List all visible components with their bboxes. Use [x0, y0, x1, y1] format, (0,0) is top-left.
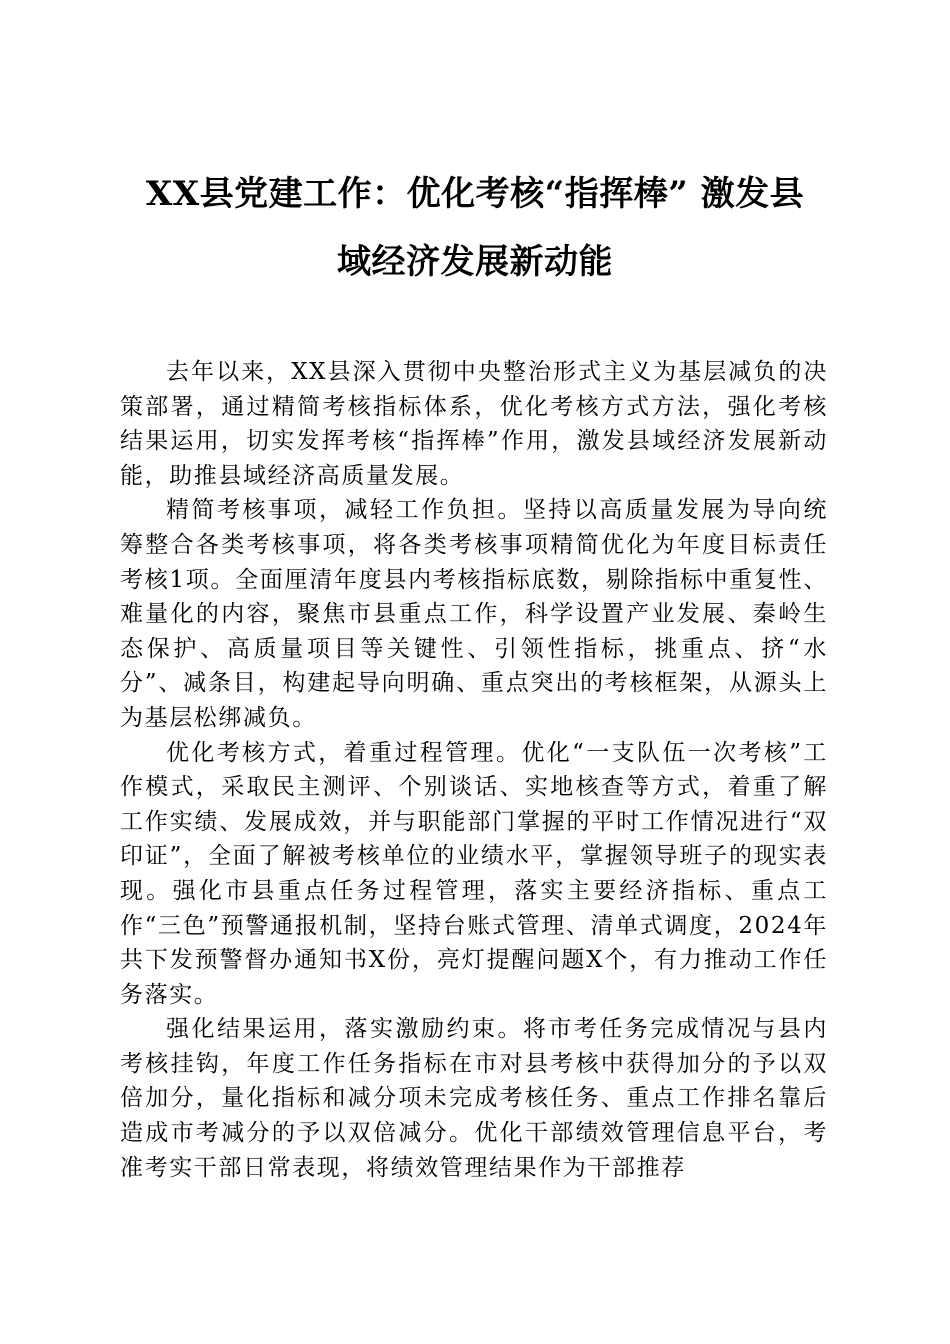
document-title-line-1: XX县党建工作：优化考核“指挥棒” 激发县	[145, 174, 805, 214]
paragraph-simplify-assessment: 精简考核事项，减轻工作负担。坚持以高质量发展为导向统筹整合各类考核事项，将各类考核事项精简优化为年度目标责任考核1项。全面厘清年度县内考核指标底数，剔除指标中重复性、难量化的内容，聚焦市县重点工作，科学设置产业发展、秦岭生态保护、高质量项目等关键性、引领性指标，挑重点、挤“水分”、减条目，构建起导向明确、重点突出的考核框架，从源头上为基层松绑减负。	[120, 497, 828, 731]
document-body	[120, 355, 828, 1185]
paragraph-intro: 去年以来，XX县深入贯彻中央整治形式主义为基层减负的决策部署，通过精简考核指标体系，优化考核方式方法，强化考核结果运用，切实发挥考核“指挥棒”作用，激发县域经济发展新动能，助推县域经济高质量发展。	[120, 359, 828, 489]
document-title-line-2: 域经济发展新动能	[337, 242, 613, 282]
paragraph-apply-results: 强化结果运用，落实激励约束。将市考任务完成情况与县内考核挂钩，年度工作任务指标在市对县考核中获得加分的予以双倍加分，量化指标和减分项未完成考核任务、重点工作排名靠后造成市考减分的予以双倍减分。优化干部绩效管理信息平台，考准考实干部日常表现，将绩效管理结果作为干部推荐	[120, 1016, 828, 1181]
paragraph-optimize-method: 优化考核方式，着重过程管理。优化“一支队伍一次考核”工作模式，采取民主测评、个别谈话、实地核查等方式，着重了解工作实绩、发展成效，并与职能部门掌握的平时工作情况进行“双印证”，全面了解被考核单位的业绩水平，掌握领导班子的现实表现。强化市县重点任务过程管理，落实主要经济指标、重点工作“三色”预警通报机制，坚持台账式管理、清单式调度，2024年共下发预警督办通知书X份，亮灯提醒问题X个，有力推动工作任务落实。	[120, 739, 828, 1008]
